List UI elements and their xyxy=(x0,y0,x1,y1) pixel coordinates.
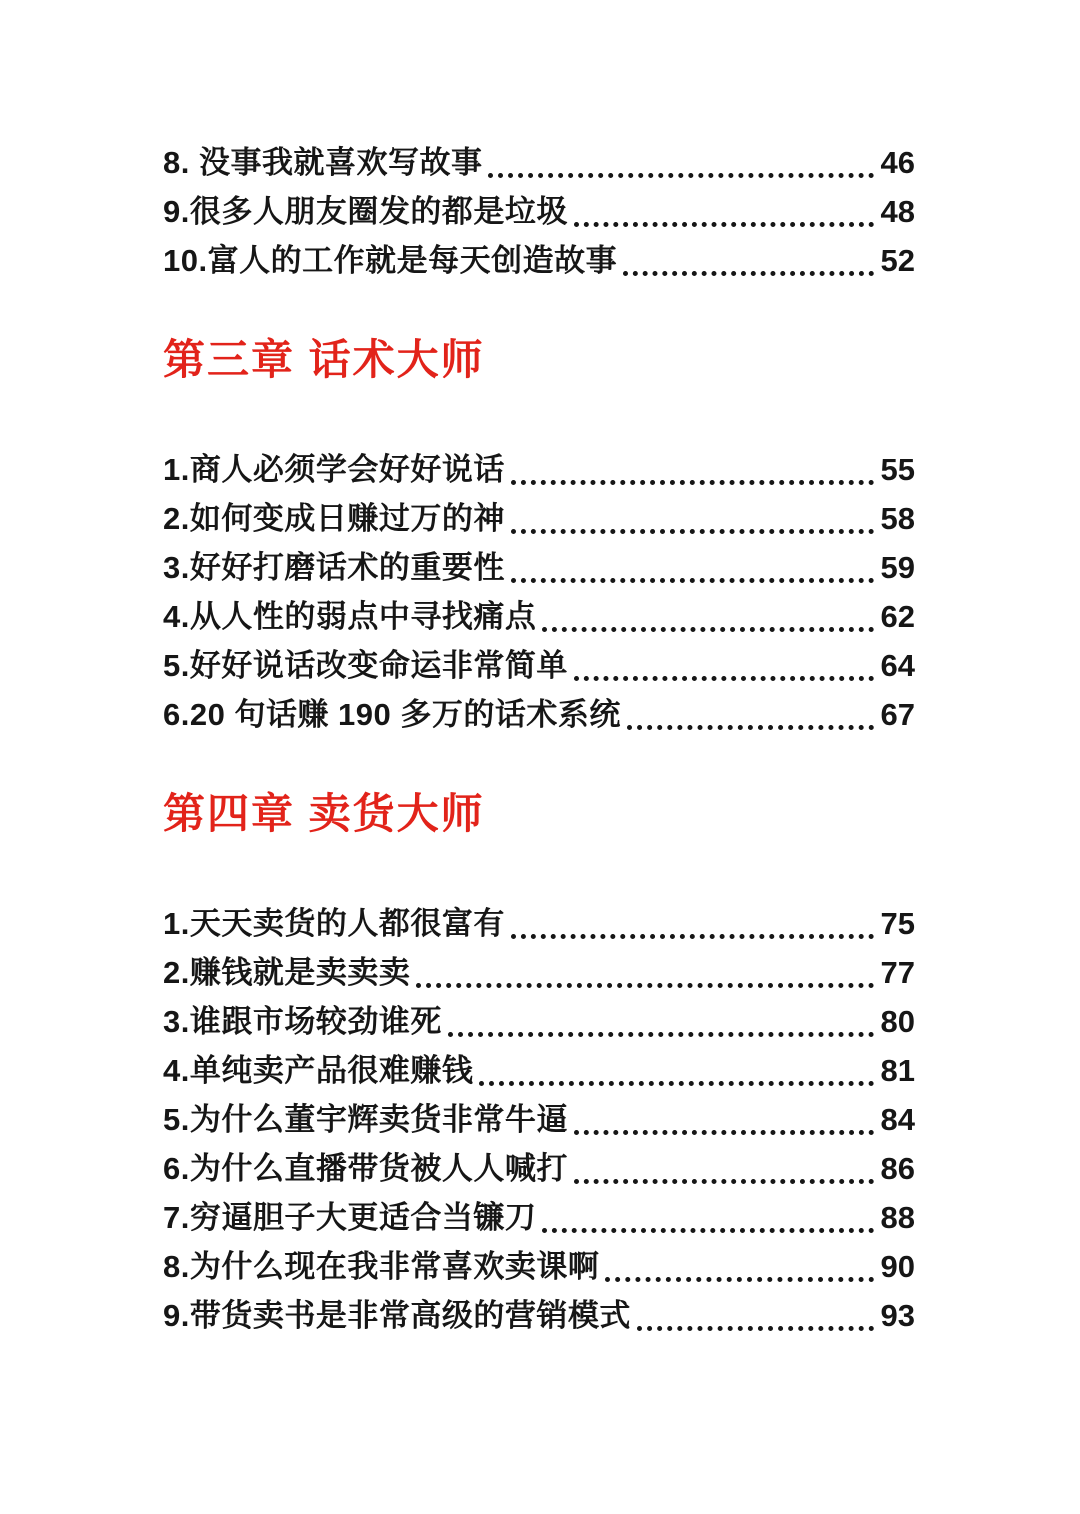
dot-leader xyxy=(574,222,874,227)
toc-entry-title: 4.单纯卖产品很难赚钱 xyxy=(163,1053,474,1088)
toc-entry-title: 10.富人的工作就是每天创造故事 xyxy=(163,243,618,278)
toc-entry-page: 52 xyxy=(880,243,915,278)
toc-entry-page: 64 xyxy=(880,648,915,683)
toc-entry-title: 1.商人必须学会好好说话 xyxy=(163,452,505,487)
chapter-heading: 第四章 卖货大师 xyxy=(163,790,485,837)
toc-entry-title: 9.很多人朋友圈发的都是垃圾 xyxy=(163,194,568,229)
toc-entry-page: 75 xyxy=(880,906,915,941)
toc-entry-title: 5.为什么董宇辉卖货非常牛逼 xyxy=(163,1102,568,1137)
toc-entry-title: 2.如何变成日赚过万的神 xyxy=(163,501,505,536)
dot-leader xyxy=(479,1081,873,1086)
toc-entry-page: 86 xyxy=(880,1151,915,1186)
toc-entry-page: 80 xyxy=(880,1004,915,1039)
toc-entry-title: 8.为什么现在我非常喜欢卖课啊 xyxy=(163,1249,600,1284)
dot-leader xyxy=(416,983,873,988)
toc-entry[interactable] xyxy=(163,592,915,641)
toc-entry-page: 59 xyxy=(880,550,915,585)
toc-entry-title: 8. 没事我就喜欢写故事 xyxy=(163,145,483,180)
toc-entry-title: 3.谁跟市场较劲谁死 xyxy=(163,1004,442,1039)
dot-leader xyxy=(511,480,874,485)
dot-leader xyxy=(574,676,874,681)
toc-entry[interactable] xyxy=(163,899,915,948)
toc-entry[interactable] xyxy=(163,1144,915,1193)
toc-entry[interactable] xyxy=(163,948,915,997)
toc-entry[interactable] xyxy=(163,1291,915,1340)
toc-entry-page: 58 xyxy=(880,501,915,536)
dot-leader xyxy=(574,1130,874,1135)
toc-entry-title: 7.穷逼胆子大更适合当镰刀 xyxy=(163,1200,537,1235)
toc-entry[interactable] xyxy=(163,1095,915,1144)
toc-entry[interactable] xyxy=(163,641,915,690)
toc-entry-title: 1.天天卖货的人都很富有 xyxy=(163,906,505,941)
toc-entry-title: 3.好好打磨话术的重要性 xyxy=(163,550,505,585)
toc-entry-page: 93 xyxy=(880,1298,915,1333)
toc-entry-title: 2.赚钱就是卖卖卖 xyxy=(163,955,411,990)
toc-entry-page: 46 xyxy=(880,145,915,180)
dot-leader xyxy=(574,1179,874,1184)
toc-section xyxy=(163,337,915,739)
toc-entry-page: 48 xyxy=(880,194,915,229)
toc-entry[interactable] xyxy=(163,1046,915,1095)
toc-entry-title: 5.好好说话改变命运非常简单 xyxy=(163,648,568,683)
dot-leader xyxy=(627,725,874,730)
table-of-contents xyxy=(163,138,915,1340)
toc-entry-page: 62 xyxy=(880,599,915,634)
toc-entry-page: 81 xyxy=(880,1053,915,1088)
toc-entry-title: 9.带货卖书是非常高级的营销模式 xyxy=(163,1298,631,1333)
toc-entry-title: 6.为什么直播带货被人人喊打 xyxy=(163,1151,568,1186)
toc-entry-page: 90 xyxy=(880,1249,915,1284)
dot-leader xyxy=(488,173,873,178)
toc-entry[interactable] xyxy=(163,494,915,543)
toc-entry[interactable] xyxy=(163,138,915,187)
dot-leader xyxy=(511,934,874,939)
toc-entry-page: 67 xyxy=(880,697,915,732)
dot-leader xyxy=(542,627,873,632)
dot-leader xyxy=(511,578,874,583)
toc-items xyxy=(163,899,915,1340)
toc-items xyxy=(163,138,915,285)
toc-entry[interactable] xyxy=(163,543,915,592)
toc-entry[interactable] xyxy=(163,997,915,1046)
dot-leader xyxy=(511,529,874,534)
toc-entry[interactable] xyxy=(163,187,915,236)
dot-leader xyxy=(637,1326,874,1331)
toc-entry[interactable] xyxy=(163,1193,915,1242)
dot-leader xyxy=(542,1228,873,1233)
dot-leader xyxy=(605,1277,873,1282)
toc-section xyxy=(163,138,915,285)
toc-entry[interactable] xyxy=(163,445,915,494)
toc-entry-page: 88 xyxy=(880,1200,915,1235)
toc-items xyxy=(163,445,915,739)
toc-entry[interactable] xyxy=(163,690,915,739)
toc-entry-title: 6.20 句话赚 190 多万的话术系统 xyxy=(163,697,621,732)
chapter-heading: 第三章 话术大师 xyxy=(163,336,485,383)
toc-section xyxy=(163,791,915,1340)
dot-leader xyxy=(623,271,873,276)
toc-entry-title: 4.从人性的弱点中寻找痛点 xyxy=(163,599,537,634)
toc-entry[interactable] xyxy=(163,1242,915,1291)
toc-entry-page: 84 xyxy=(880,1102,915,1137)
toc-entry[interactable] xyxy=(163,236,915,285)
toc-entry-page: 77 xyxy=(880,955,915,990)
dot-leader xyxy=(448,1032,874,1037)
toc-entry-page: 55 xyxy=(880,452,915,487)
